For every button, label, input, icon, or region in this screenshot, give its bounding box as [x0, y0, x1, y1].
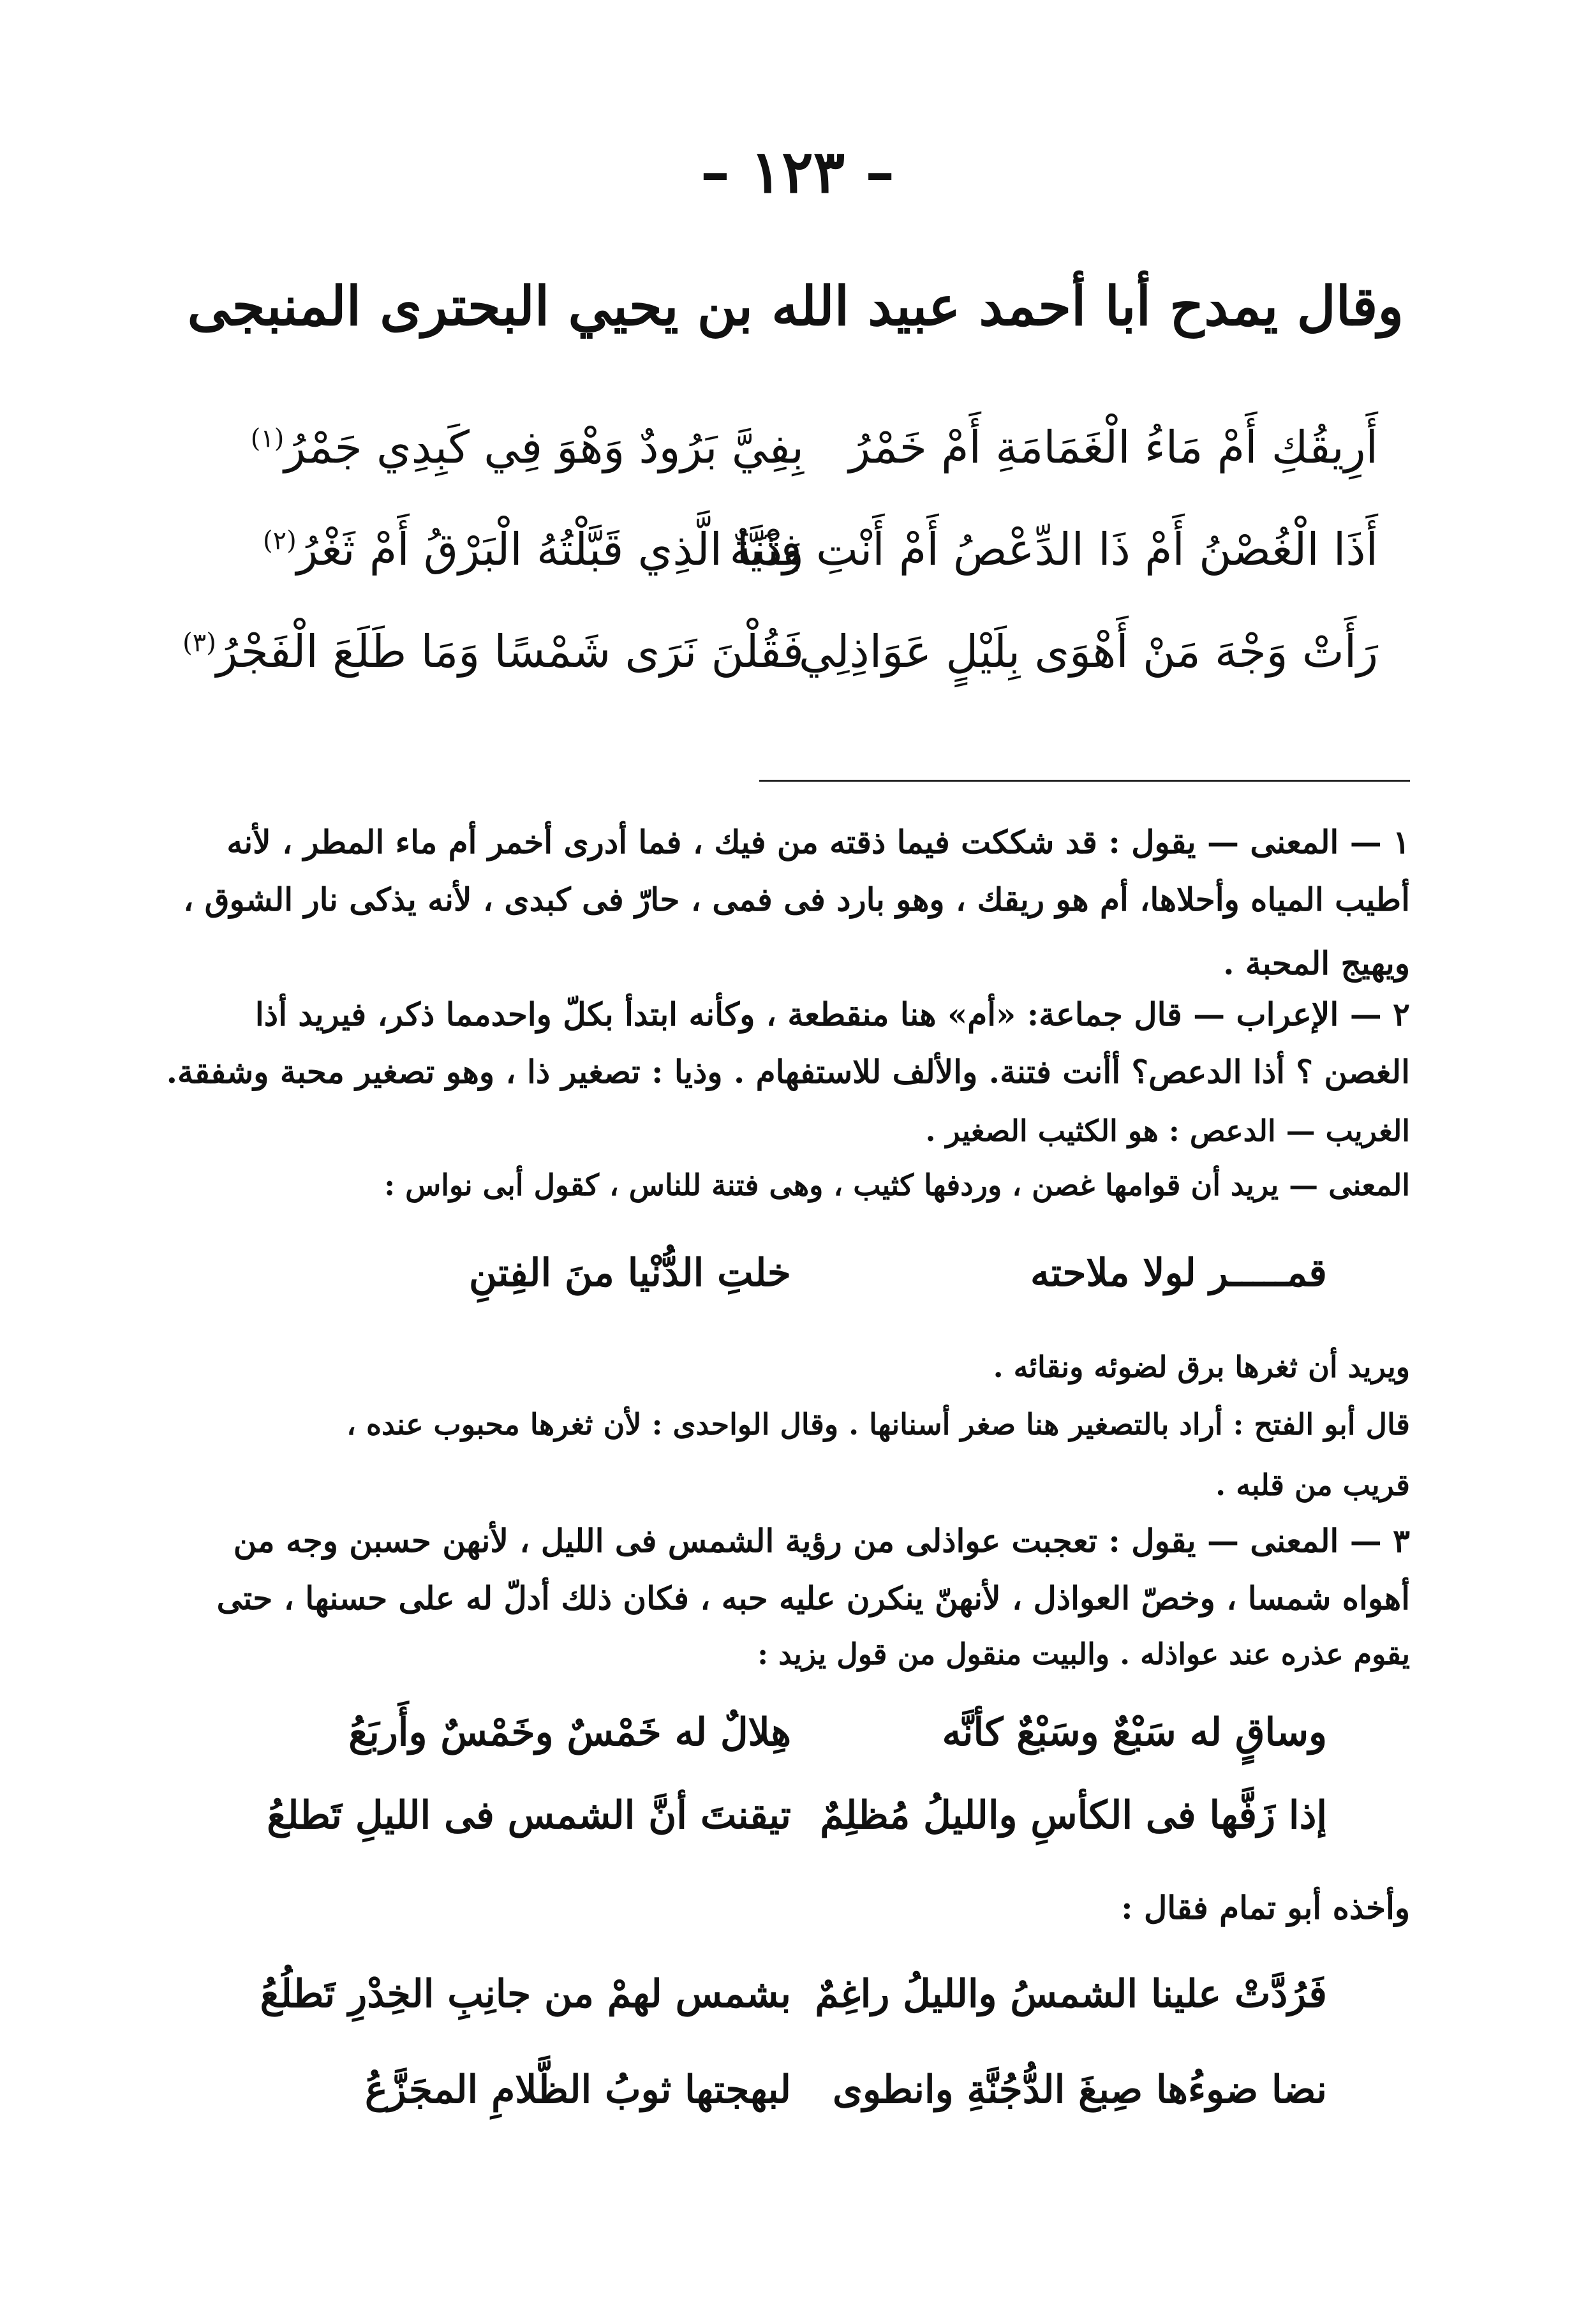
- abu-tammam-verse-1: [260, 1972, 1327, 2042]
- note-3-line-2: أهواه شمسا ، وخصّ العواذل ، لأنهنّ ينكرن عليه حبه ، فكان ذلك أدلّ له على حسنها ، حتى: [216, 1579, 1410, 1617]
- verse-3-second-text: فَقُلْنَ نَرَى شَمْسًا وَمَا طَلَعَ الْفَجْرُ: [216, 625, 804, 678]
- note-3-line-3: يقوم عذره عند عواذله . والبيت منقول من قول يزيد :: [757, 1637, 1410, 1671]
- yazid-verse-1: [268, 1710, 1327, 1780]
- verse-1-second-hemistich: [230, 421, 804, 473]
- note-2-line-6: قال أبو الفتح : أراد بالتصغير هنا صغر أسنانها . وقال الواحدى : لأن ثغرها محبوب عنده ،: [346, 1407, 1410, 1441]
- yazid-2-second: تيقنتَ أنَّ الشمس فى الليلِ تَطلعُ: [267, 1793, 791, 1838]
- footnote-mark-3: (٣): [182, 628, 216, 658]
- verse-3-second-hemistich: [182, 625, 804, 678]
- note-2-line-2: الغصن ؟ أذا الدعص؟ أأنت فتنة. والألف للاستفهام . وذيا : تصغير ذا ، وهو تصغير محبة وشفقة.: [166, 1053, 1410, 1091]
- verse-3-first-hemistich: رَأَتْ وَجْهَ مَنْ أَهْوَى بِلَيْلٍ عَوَاذِلِي: [798, 625, 1378, 678]
- note-2-line-5: ويريد أن ثغرها برق لضوئه ونقائه .: [993, 1350, 1410, 1384]
- note-2-line-4: المعنى — يريد أن قوامها غصن ، وردفها كثيب ، وهى فتنة للناس ، كقول أبى نواس :: [384, 1168, 1410, 1202]
- abu-nuwas-first: قمـــــر لولا ملاحته: [1030, 1251, 1327, 1295]
- note-1-line-1: ١ — المعنى — يقول : قد شككت فيما ذقته من فيك ، فما أدرى أخمر أم ماء المطر ، لأنه: [226, 823, 1410, 861]
- footnote-mark-2: (٢): [263, 526, 297, 556]
- verse-2-second-text: وَذَيَّا الَّذِي قَبَّلْتُهُ الْبَرْقُ أَمْ ثَغْرُ: [296, 523, 804, 576]
- note-2-line-7: قريب من قلبه .: [1215, 1468, 1410, 1502]
- note-3-line-1: ٣ — المعنى — يقول : تعجبت عواذلى من رؤية الشمس فى الليل ، لأنهن حسبن وجه من: [233, 1522, 1410, 1560]
- abu-nuwas-verse: [268, 1251, 1327, 1321]
- abu-tammam-verse-2: [268, 2067, 1327, 2138]
- abu-tammam-2-second: لبهجتها ثوبُ الظَّلامِ المجَزَّعُ: [364, 2067, 791, 2112]
- verse-1-second-text: بِفِيَّ بَرُودٌ وَهْوَ فِي كَبِدِي جَمْرُ: [284, 421, 804, 473]
- verse-2-first-hemistich: أَذَا الْغُصْنُ أَمْ ذَا الدِّعْصُ أَمْ أَنْتِ فِتْنَةٌ: [729, 523, 1378, 576]
- abu-tammam-1-second: بشمس لهمْ من جانِبِ الخِدْرِ تَطلُعُ: [260, 1972, 791, 2016]
- verse-row-3: [182, 625, 1378, 708]
- yazid-1-first: وساقٍ له سَبْعٌ وسَبْعٌ كأنَّه: [942, 1710, 1327, 1755]
- poem-title: وقال يمدح أبا أحمد عبيد الله بن يحيي البحترى المنبجى: [187, 274, 1404, 338]
- abu-tammam-2-first: نضا ضوءُها صِبغَ الدُّجُنَّةِ وانطوى: [833, 2067, 1327, 2112]
- verse-row-1: [230, 421, 1378, 504]
- page-number: – ١٢٣ –: [700, 137, 895, 206]
- yazid-verse-2: [268, 1793, 1327, 1863]
- footnote-mark-1: (١): [250, 424, 285, 454]
- verse-row-2: [230, 523, 1378, 606]
- verse-2-second-hemistich: [230, 523, 804, 576]
- abu-tammam-1-first: فَرُدَّتْ علينا الشمسُ والليلُ راغِمٌ: [815, 1972, 1327, 2016]
- yazid-2-first: إذا زَفَّها فى الكأسِ والليلُ مُظلِمٌ: [820, 1793, 1327, 1838]
- note-1-line-2: أطيب المياه وأحلاها، أم هو ريقك ، وهو بارد فى فمى ، حارّ فى كبدى ، لأنه يذكى نار الشوق ،: [183, 881, 1410, 918]
- note-2-line-3: الغريب — الدعص : هو الكثيب الصغير .: [925, 1114, 1410, 1148]
- yazid-1-second: هِلالٌ له خَمْسٌ وخَمْسٌ وأَربَعُ: [348, 1710, 791, 1755]
- abu-nuwas-second: خلتِ الدُّنْيا منَ الفِتنِ: [469, 1251, 791, 1295]
- footnote-divider: [759, 780, 1410, 782]
- note-3-line-4: وأخذه أبو تمام فقال :: [1121, 1889, 1410, 1926]
- note-2-line-1: ٢ — الإعراب — قال جماعة: «أم» هنا منقطعة ، وكأنه ابتدأ بكلّ واحدمما ذكر، فيريد أذا: [255, 995, 1410, 1033]
- note-1-line-3: ويهيج المحبة .: [1223, 944, 1410, 982]
- verse-1-first-hemistich: أَرِيقُكِ أَمْ مَاءُ الْغَمَامَةِ أَمْ خَمْرُ: [849, 421, 1378, 473]
